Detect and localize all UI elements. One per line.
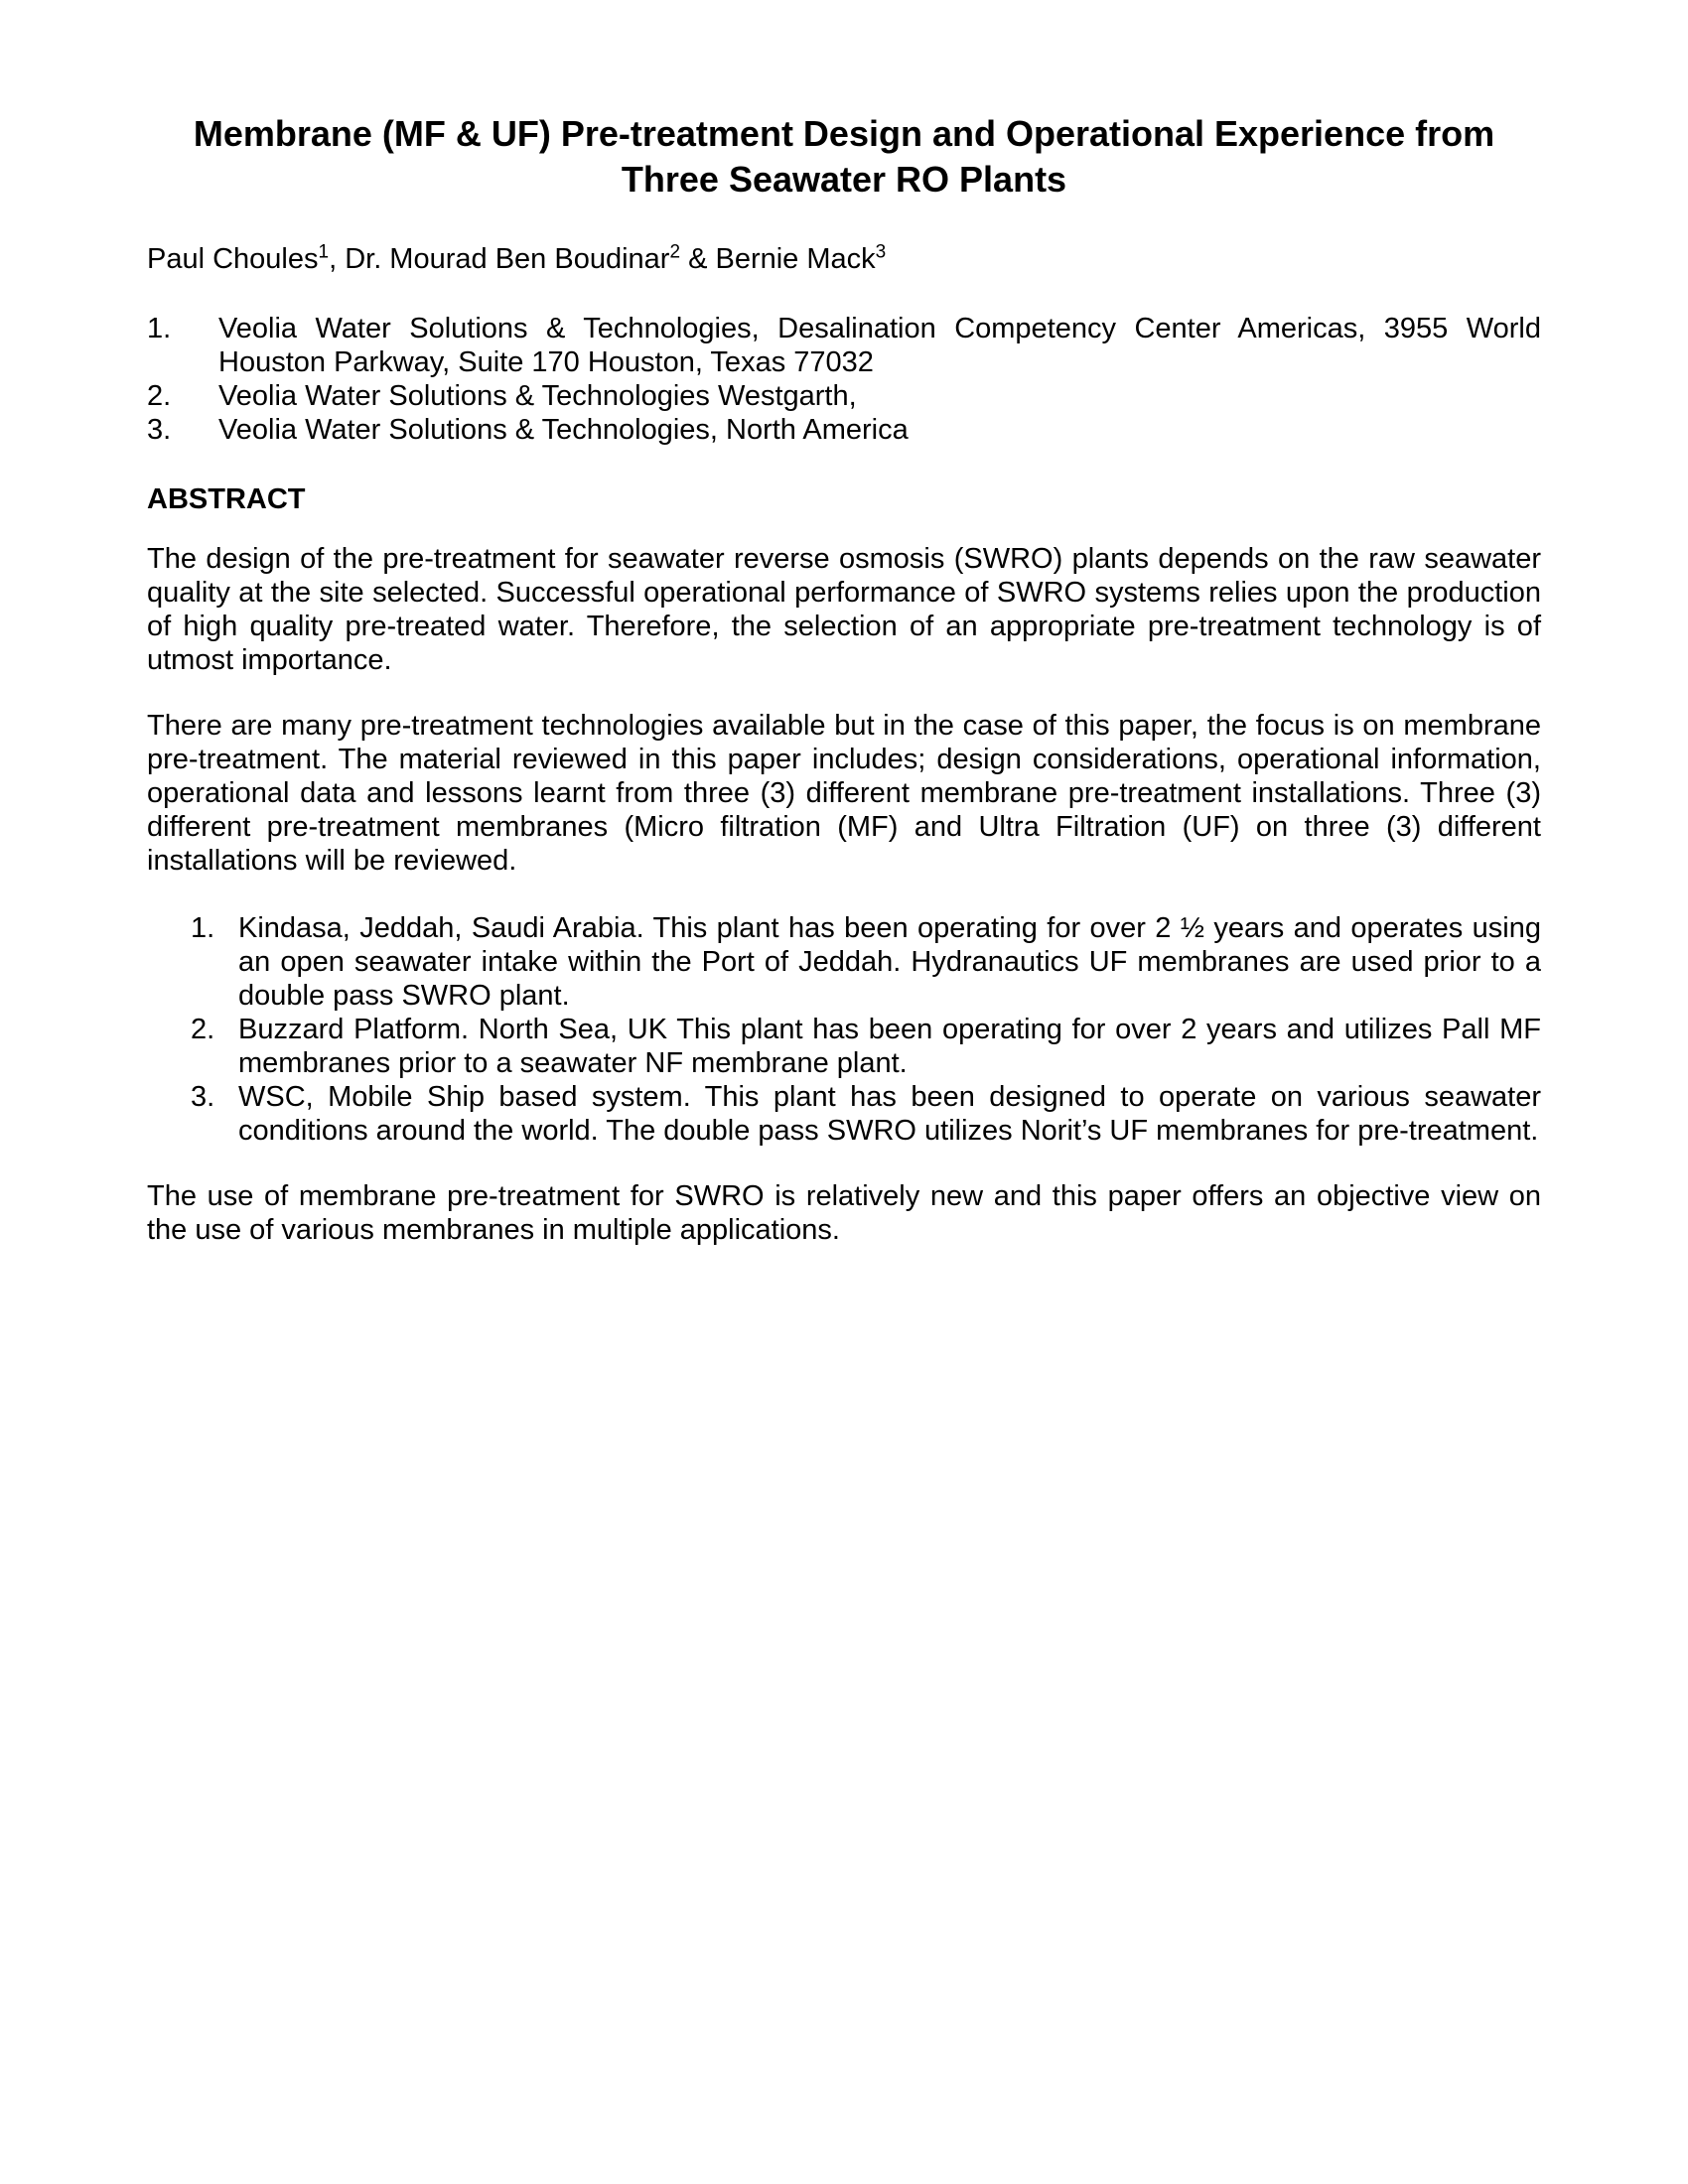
plant-item-number: 1. xyxy=(191,912,215,944)
affiliation-item xyxy=(147,312,1541,379)
title-line-1: Membrane (MF & UF) Pre-treatment Design and Operational Experience from xyxy=(193,113,1495,154)
author-name-3 xyxy=(680,243,886,275)
plant-item-number: 3. xyxy=(191,1081,215,1113)
author-name-1 xyxy=(147,243,329,275)
plant-list xyxy=(147,911,1541,1148)
affiliation-text: Veolia Water Solutions & Technologies, Desalination Competency Center Americas, 3955 World Houston Parkway, Suite 170 Houston, Texas 77032 xyxy=(218,313,1541,378)
plant-item-number: 2. xyxy=(191,1014,215,1045)
abstract-paragraph-2: There are many pre-treatment technologies available but in the case of this paper, the focus is on membrane pre-treatment. The material reviewed in this paper includes; design considerations, operational information, operational data and lessons learnt from three (3) different membrane pre-treatment installations. Three (3) different pre-treatment membranes (Micro filtration (MF) and Ultra Filtration (UF) on three (3) different installations will be reviewed. xyxy=(147,710,1541,877)
author-text-2: , Dr. Mourad Ben Boudinar xyxy=(329,243,670,275)
plant-item-text: Kindasa, Jeddah, Saudi Arabia. This plant has been operating for over 2 ½ years and operates using an open seawater intake within the Port of Jeddah. Hydranautics UF membranes are used prior to a double pass SWRO plant. xyxy=(238,912,1541,1012)
paper-title xyxy=(147,111,1541,203)
plant-item-text: WSC, Mobile Ship based system. This plant has been designed to operate on various seawater conditions around the world. The double pass SWRO utilizes Norit’s UF membranes for pre-treatment. xyxy=(238,1081,1541,1147)
author-superscript-1: 1 xyxy=(318,241,330,263)
author-text-3: & Bernie Mack xyxy=(680,243,876,275)
authors-line xyxy=(147,242,1541,276)
author-superscript-3: 3 xyxy=(875,241,887,263)
plant-item-text: Buzzard Platform. North Sea, UK This plant has been operating for over 2 years and utilizes Pall MF membranes prior to a seawater NF membrane plant. xyxy=(238,1014,1541,1079)
affiliation-number: 3. xyxy=(147,414,172,446)
closing-paragraph: The use of membrane pre-treatment for SWRO is relatively new and this paper offers an objective view on the use of various membranes in multiple applications. xyxy=(147,1180,1541,1246)
affiliation-item xyxy=(147,413,1541,447)
affiliations-list xyxy=(147,312,1541,447)
affiliation-number: 2. xyxy=(147,380,172,412)
author-superscript-2: 2 xyxy=(669,241,681,263)
abstract-paragraph-1: The design of the pre-treatment for seawater reverse osmosis (SWRO) plants depends on the raw seawater quality at the site selected. Successful operational performance of SWRO systems relies upon the production of high quality pre-treated water. Therefore, the selection of an appropriate pre-treatment technology is of utmost importance. xyxy=(147,543,1541,676)
plant-list-item xyxy=(191,1013,1541,1080)
abstract-heading: ABSTRACT xyxy=(147,483,306,515)
plant-list-item xyxy=(191,911,1541,1013)
affiliation-text: Veolia Water Solutions & Technologies, North America xyxy=(218,414,909,446)
affiliation-number: 1. xyxy=(147,313,172,344)
affiliation-text: Veolia Water Solutions & Technologies Westgarth, xyxy=(218,380,857,412)
plant-list-item xyxy=(191,1080,1541,1148)
author-name-2 xyxy=(329,243,680,275)
title-line-2: Three Seawater RO Plants xyxy=(621,159,1067,200)
affiliation-item xyxy=(147,379,1541,413)
author-text-1: Paul Choules xyxy=(147,243,319,275)
